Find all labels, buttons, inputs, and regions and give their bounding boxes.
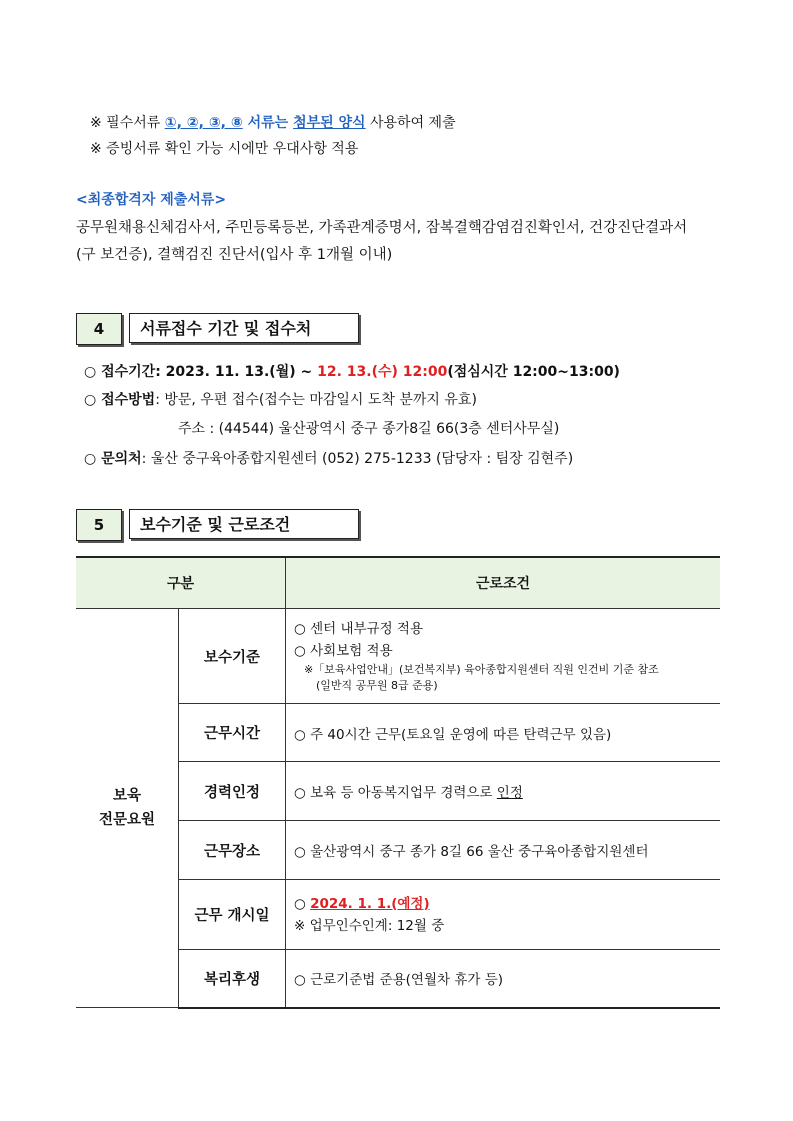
header-category: 구분 xyxy=(76,557,286,609)
start-date-value: 2024. 1. 1.(예정) xyxy=(310,895,430,912)
evidence-docs-note: ※ 증빙서류 확인 가능 시에만 우대사항 적용 xyxy=(90,141,359,157)
contact-info: ○ 문의처: 울산 중구육아종합지원센터 (052) 275-1233 (담당자 : 팀장 김현주) xyxy=(84,451,574,467)
row-label-location: 근무장소 xyxy=(179,821,286,880)
row-value-start-date: ○ 2024. 1. 1.(예정) ※ 업무인수인계: 12월 중 xyxy=(286,880,721,950)
receipt-deadline: 12. 13.(수) 12:00 xyxy=(317,364,448,380)
final-docs-line2: (구 보건증), 결핵검진 진단서(입사 후 1개월 이내) xyxy=(76,247,393,263)
row-label-start-date: 근무 개시일 xyxy=(179,880,286,950)
row-value-career: ○ 보육 등 아동복지업무 경력으로 인정 xyxy=(286,762,721,821)
header-conditions: 근로조건 xyxy=(286,557,721,609)
attached-form-text: 첨부된 양식 xyxy=(293,115,366,131)
row-value-location: ○ 울산광역시 중구 종가 8길 66 울산 중구육아종합지원센터 xyxy=(286,821,721,880)
section5-title: 보수기준 및 근로조건 xyxy=(129,509,359,539)
section4-title: 서류접수 기간 및 접수처 xyxy=(129,313,359,343)
row-label-salary: 보수기준 xyxy=(179,609,286,704)
receipt-method: ○ 접수방법: 방문, 우편 접수(접수는 마감일시 도착 분까지 유효) xyxy=(84,392,477,408)
row-value-benefits: ○ 근로기준법 준용(연월차 휴가 등) xyxy=(286,950,721,1008)
row-value-salary: ○ 센터 내부규정 적용 ○ 사회보험 적용 ※「보육사업안내」(보건복지부) 육아종합지원센터 직원 인건비 기준 참조 (일반직 공무원 8급 준용) xyxy=(286,609,721,704)
work-conditions-table xyxy=(76,556,720,1009)
section5-number: 5 xyxy=(76,509,122,541)
row-label-benefits: 복리후생 xyxy=(179,950,286,1008)
table-header-row xyxy=(76,557,720,609)
receipt-period: ○ 접수기간: 2023. 11. 13.(월) ~ 12. 13.(수) 12:00(점심시간 12:00~13:00) xyxy=(84,364,620,380)
final-docs-title: <최종합격자 제출서류> xyxy=(76,192,227,208)
required-docs-note: ※ 필수서류 ①, ②, ③, ⑧ 서류는 첨부된 양식 사용하여 제출 xyxy=(90,115,456,131)
category-cell: 보육 전문요원 xyxy=(76,609,179,1008)
table-row xyxy=(76,609,720,704)
row-label-career: 경력인정 xyxy=(179,762,286,821)
receipt-address: 주소 : (44544) 울산광역시 중구 종가8길 66(3층 센터사무실) xyxy=(178,421,560,437)
required-doc-numbers: ①, ②, ③, ⑧ xyxy=(164,115,243,131)
row-value-hours: ○ 주 40시간 근무(토요일 운영에 따른 탄력근무 있음) xyxy=(286,704,721,762)
final-docs-line1: 공무원채용신체검사서, 주민등록등본, 가족관계증명서, 잠복결핵감염검진확인서, 건강진단결과서 xyxy=(76,220,688,236)
row-label-hours: 근무시간 xyxy=(179,704,286,762)
section4-number: 4 xyxy=(76,313,122,345)
